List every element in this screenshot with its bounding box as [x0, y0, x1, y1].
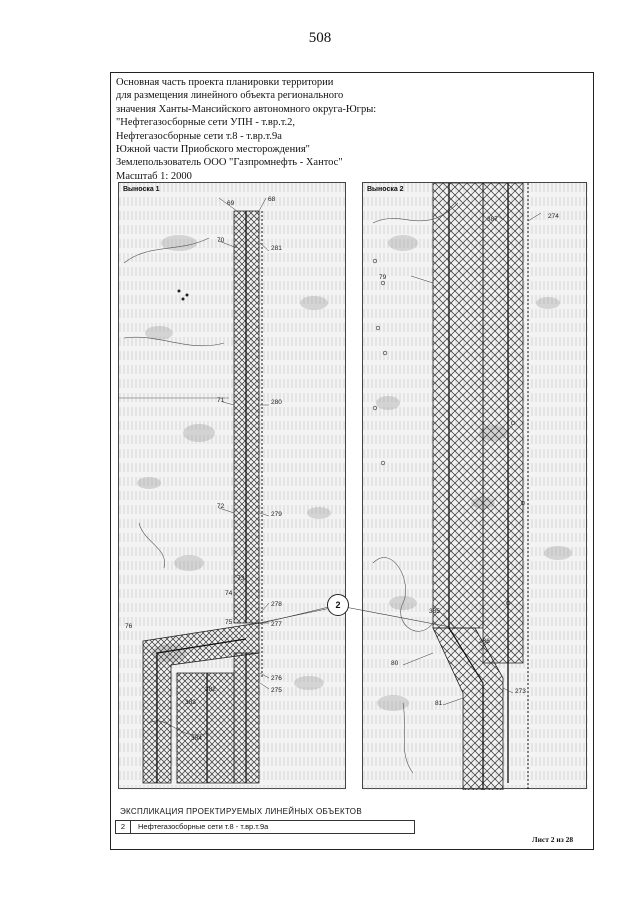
point-label: 70 — [217, 237, 225, 244]
explication-row-number: 2 — [116, 821, 131, 833]
sheet-number: Лист 2 из 28 — [532, 835, 574, 844]
point-label: 68 — [268, 196, 276, 203]
point-label: 71 — [217, 397, 225, 404]
point-label: 79 — [379, 274, 387, 281]
page-number: 508 — [308, 30, 332, 46]
point-label: 279 — [271, 511, 282, 518]
title-line-1: Основная часть проекта планировки территории — [116, 77, 334, 88]
point-label: 386 — [479, 638, 490, 645]
point-label: 273 — [515, 688, 526, 695]
title-line-5: Нефтегазосборные сети т.8 - т.вр.т.9а — [116, 130, 282, 142]
point-label: 276 — [271, 675, 282, 682]
point-label: 387 — [487, 216, 498, 223]
point-label: 73 — [237, 575, 245, 582]
title-line-7: Землепользователь ООО "Газпромнефть - Хантос" — [116, 157, 343, 169]
point-label: 72 — [217, 503, 225, 510]
scale-line: Масштаб 1: 2000 — [116, 170, 192, 182]
point-label: 383 — [185, 699, 196, 706]
point-label: 80 — [391, 660, 399, 667]
point-label: 76 — [125, 623, 133, 630]
point-label: 281 — [271, 245, 282, 252]
point-label: 382 — [205, 686, 216, 693]
point-label: 385 — [429, 608, 440, 615]
point-label: 384 — [191, 735, 202, 742]
title-line-3: значения Ханты-Мансийского автономного округа-Югры: — [116, 103, 377, 115]
panel-2-title: Выноска 2 — [367, 186, 404, 193]
title-line-6: Южной части Приобского месторождения" — [116, 144, 310, 156]
point-label: 280 — [271, 399, 282, 406]
point-label: 69 — [227, 200, 235, 207]
explication-table — [115, 820, 415, 834]
title-line-2: для размещения линейного объекта регионального — [116, 90, 344, 102]
point-label: 278 — [271, 601, 282, 608]
point-label: 277 — [271, 621, 282, 628]
explication-title: ЭКСПЛИКАЦИЯ ПРОЕКТИРУЕМЫХ ЛИНЕЙНЫХ ОБЪЕКТОВ — [120, 807, 362, 816]
explication-row-name: Нефтегазосборные сети т.8 - т.вр.т.9а — [138, 822, 269, 831]
point-label: 274 — [548, 213, 559, 220]
title-line-4: "Нефтегазосборные сети УПН - т.вр.т.2, — [116, 117, 296, 129]
point-label: 74 — [225, 590, 233, 597]
section-callout: 2 — [327, 594, 349, 616]
panel-1-title: Выноска 1 — [123, 186, 160, 193]
point-label: 75 — [225, 619, 233, 626]
point-label: 81 — [435, 700, 443, 707]
point-label: 275 — [271, 687, 282, 694]
